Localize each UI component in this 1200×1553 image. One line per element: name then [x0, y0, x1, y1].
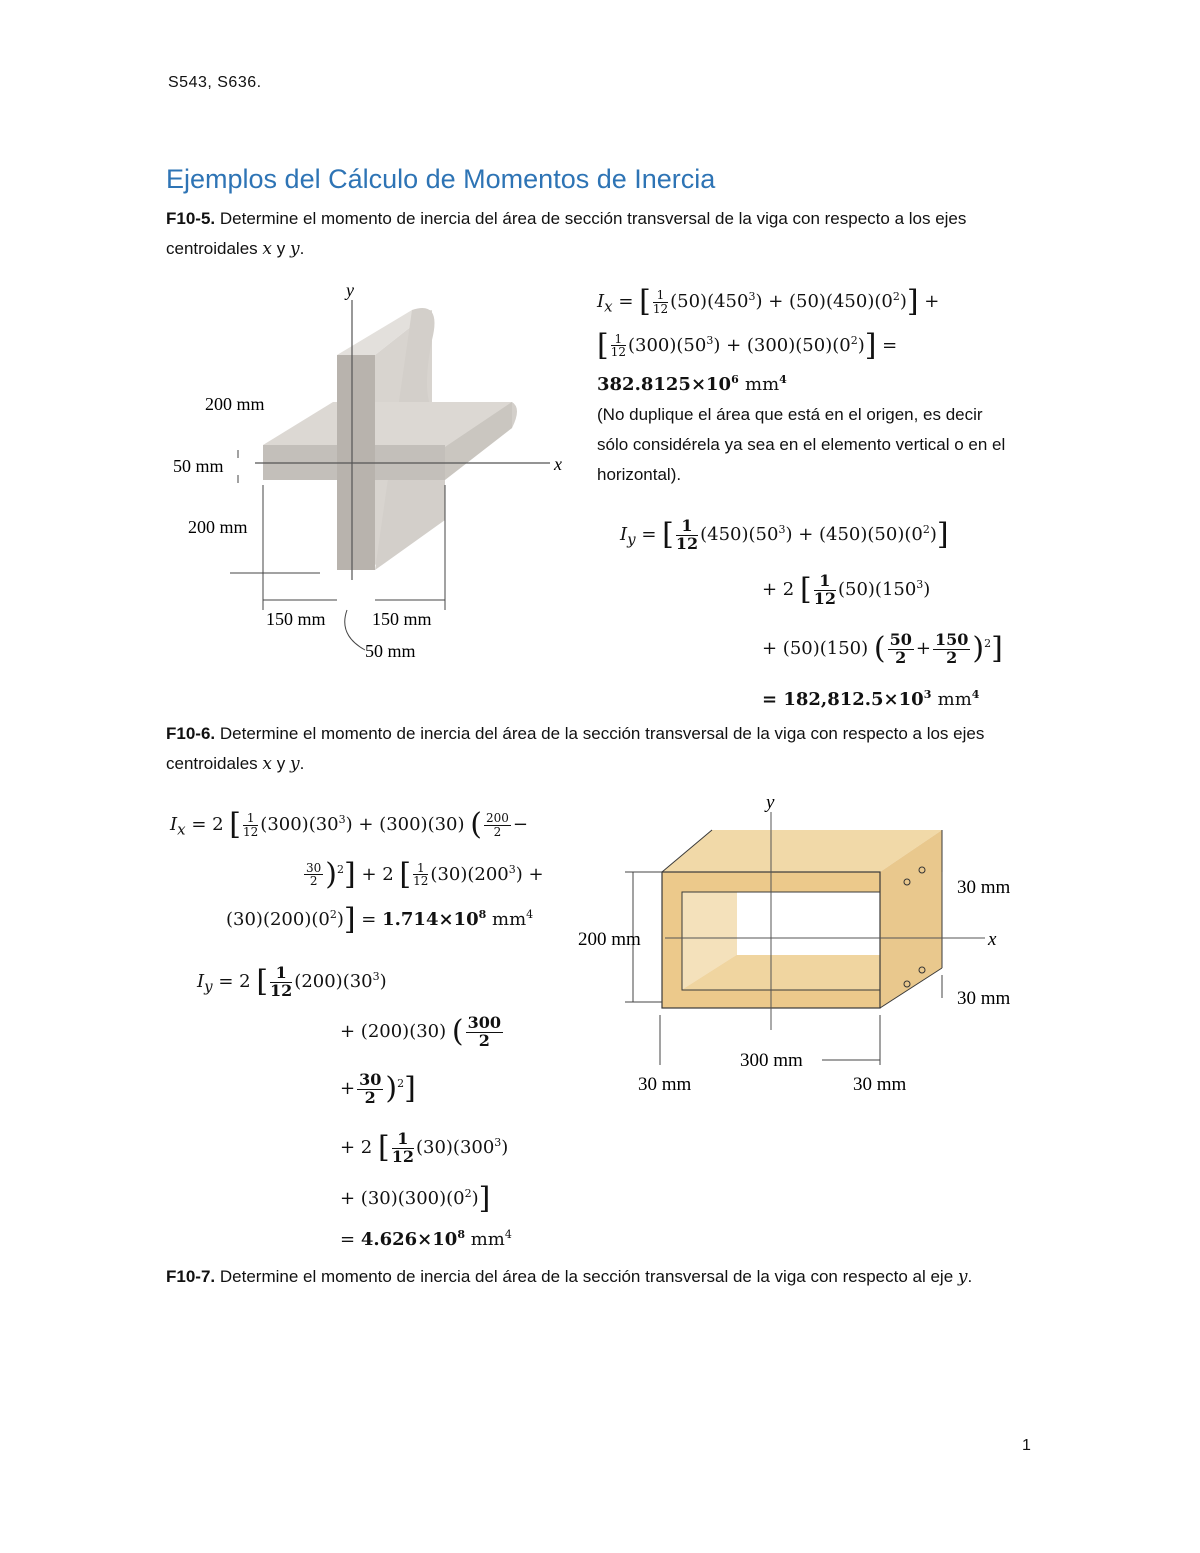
dim-width: 300 mm [740, 1050, 803, 1071]
dim-web: 50 mm [365, 641, 416, 661]
f10-5-note: (No duplique el área que está en el origen, es decir sólo considérela ya sea en el elemento vertical o en el horizontal). [597, 405, 1006, 484]
dim-mid: 50 mm [173, 456, 224, 476]
box-opening [737, 892, 880, 955]
y-axis-label: y [766, 792, 775, 813]
problem-label: F10-7. [166, 1267, 216, 1286]
problem-text: Determine el momento de inercia del área de la sección transversal de la viga con respecto a los ejes centroidales [166, 724, 985, 773]
dim-height: 200 mm [578, 929, 641, 950]
f10-5-ix-equation: $I_x$ = [ $\frac{1}{12}$ $(50)(450^3) + (50)(450)(0^2)$] + [ $\frac{1}{12}$ $(300)(50^3) + (300)(50)(0^2)$] = $382.8125\times 10^6$ $mm^4$ [597, 284, 940, 395]
f10-6-ix-equation: $I_x = 2$ [ $\frac{1}{12}$ $(300)(30^3) + (300)(30)$ ( $\frac{200}{2}$ − $\frac{30}{2}$ )$^2$] + 2 [ $\frac{1}{12}$ $(30)(200^3)$ + $(30)(200)(0^2)] = 1.714\times 10^8$ $mm^4$ [170, 807, 544, 937]
dim-right: 150 mm [372, 609, 432, 629]
page-header: S543, S636. [168, 74, 262, 91]
page-number: 1 [1022, 1437, 1031, 1454]
page-title: Ejemplos del Cálculo de Momentos de Inercia [166, 164, 716, 194]
dim-bottom-right: 30 mm [957, 988, 1011, 1009]
problem-text: Determine el momento de inercia del área de la sección transversal de la viga con respecto al eje [219, 1267, 954, 1286]
x-axis-label: x [554, 454, 562, 474]
dim-left: 30 mm [638, 1074, 692, 1095]
cross-beam-figure [160, 280, 580, 670]
problem-label: F10-5. [166, 209, 216, 228]
dim-top-right: 30 mm [957, 877, 1011, 898]
problem-f10-5: F10-5. Determine el momento de inercia del área de sección transversal de la viga con respecto a los ejes centroidales x y y. [166, 209, 967, 259]
problem-f10-7: F10-7. Determine el momento de inercia del área de la sección transversal de la viga con respecto al eje y. [166, 1267, 973, 1287]
box-beam-figure [570, 790, 1040, 1100]
f10-6-iy-equation: $I_y = 2$ [ $\frac{1}{12}$ $(200)(30^3)$ [197, 962, 387, 1000]
dim-bottom: 200 mm [188, 517, 248, 537]
dim-top: 200 mm [205, 394, 265, 414]
x-axis-label: x [988, 929, 997, 950]
dim-right: 30 mm [853, 1074, 907, 1095]
dim-left: 150 mm [266, 609, 326, 629]
problem-f10-6: F10-6. Determine el momento de inercia del área de la sección transversal de la viga con respecto a los ejes centroidales x y y. [166, 724, 985, 774]
f10-5-iy-equation: $I_y$ = [ $\frac{1}{12}$ $(450)(50^3) + (450)(50)(0^2)$] [620, 515, 949, 553]
problem-text: Determine el momento de inercia del área de sección transversal de la viga con respecto a los ejes centroidales [166, 209, 967, 258]
y-axis-label: y [346, 280, 354, 300]
problem-label: F10-6. [166, 724, 216, 743]
